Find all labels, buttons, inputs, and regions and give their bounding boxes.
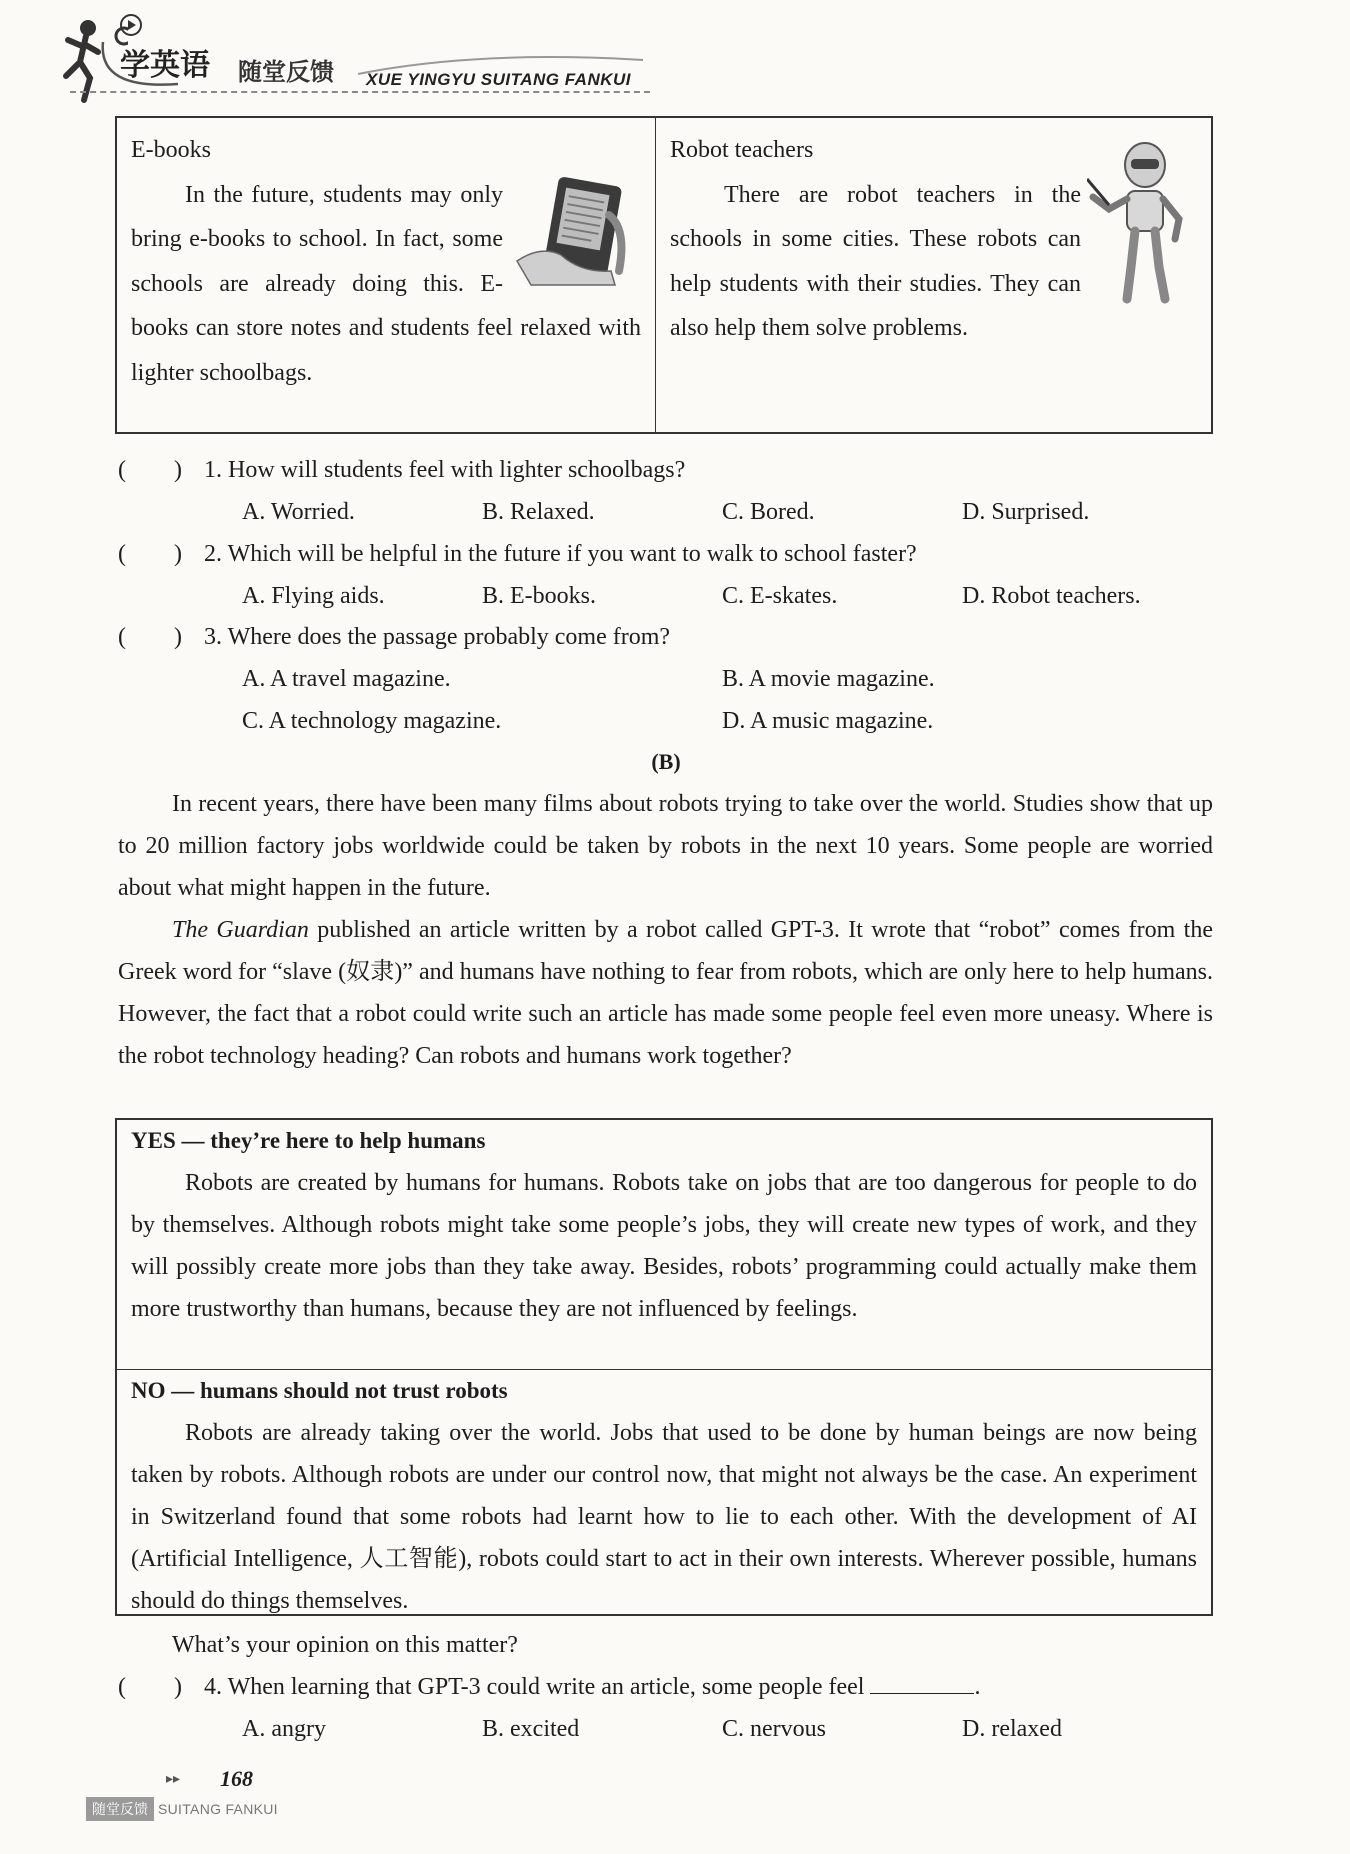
no-section <box>117 1370 1211 1622</box>
q2-option-d: D. Robot teachers. <box>962 583 1141 609</box>
question-4-text: 4. When learning that GPT-3 could write an article, some people feel <box>204 1674 865 1700</box>
brand-subtitle-cn: 随堂反馈 <box>238 58 334 86</box>
answer-blank-1[interactable]: ( ) <box>118 457 182 483</box>
debate-table <box>115 1118 1213 1616</box>
question-4-end: . <box>974 1674 981 1700</box>
ebooks-title: E-books <box>131 137 211 163</box>
question-2-text: 2. Which will be helpful in the future if you want to walk to school faster? <box>204 541 917 567</box>
q2-option-a: A. Flying aids. <box>242 583 385 609</box>
q1-option-b: B. Relaxed. <box>482 499 595 525</box>
ebook-reader-image <box>511 175 641 287</box>
page-number: 168 <box>220 1766 253 1791</box>
intro-table <box>115 116 1213 434</box>
robot-teachers-title: Robot teachers <box>670 137 814 163</box>
q1-option-c: C. Bored. <box>722 499 815 525</box>
section-b-paragraph-2 <box>118 909 1213 1077</box>
question-3-text: 3. Where does the passage probably come from? <box>204 624 671 650</box>
q3-option-d: D. A music magazine. <box>722 708 934 734</box>
section-b-paragraph-2-text: published an article written by a robot called GPT-3. It wrote that “robot” comes from the Greek word for “slave (奴隶)” and humans have nothing to fear from robots, which are only here to help humans. However, the fact that a robot could write such an article has made some people feel even more uneasy. Where is the robot technology heading? Can robots and humans work together? <box>118 917 1213 1069</box>
brand-title-cn: 学英语 <box>120 48 210 83</box>
q1-option-a: A. Worried. <box>242 499 355 525</box>
q3-option-c: C. A technology magazine. <box>242 708 502 734</box>
q1-option-d: D. Surprised. <box>962 499 1090 525</box>
question-2 <box>118 533 917 575</box>
q2-option-c: C. E-skates. <box>722 583 838 609</box>
footer-arrows-icon: ▸▸ <box>166 1771 181 1787</box>
no-body: Robots are already taking over the world. Jobs that used to be done by human beings are now being taken by robots. Although robots are under our control now, that might not always be the case. An experiment in Switzerland found that some robots had learnt how to lie to each other. With the development of AI (Artificial Intelligence, 人工智能), robots could start to act in their own interests. Wherever possible, humans should do things themselves. <box>131 1420 1197 1614</box>
brand-title-en: XUE YINGYU SUITANG FANKUI <box>366 70 632 89</box>
question-1 <box>118 449 685 491</box>
yes-section <box>117 1120 1211 1370</box>
page-header <box>58 12 648 102</box>
q4-option-c: C. nervous <box>722 1716 826 1742</box>
ebooks-cell <box>117 118 656 432</box>
section-b-label: (B) <box>651 749 681 774</box>
q4-option-d: D. relaxed <box>962 1716 1062 1742</box>
answer-blank-3[interactable]: ( ) <box>118 624 182 650</box>
q4-option-a: A. angry <box>242 1716 326 1742</box>
answer-blank-4[interactable]: ( ) <box>118 1674 182 1700</box>
section-b-paragraph-1: In recent years, there have been many films about robots trying to take over the world. Studies show that up to 20 million factory jobs worldwide could be taken by robots in the next 10 years. Some people are worried about what might happen in the future. <box>118 791 1213 901</box>
no-heading: NO — humans should not trust robots <box>131 1378 508 1403</box>
robot-teacher-image <box>1087 139 1197 307</box>
q2-option-b: B. E-books. <box>482 583 596 609</box>
yes-body: Robots are created by humans for humans. Robots take on jobs that are too dangerous for people to do by themselves. Although robots might take some people’s jobs, they will create new types of work, and they will possibly create more jobs than they take away. Besides, robots’ programming could actually make them more trustworthy than humans, because they are not influenced by feelings. <box>131 1170 1197 1322</box>
robot-teachers-cell <box>656 118 1211 432</box>
footer-tag-en: SUITANG FANKUI <box>158 1801 278 1817</box>
opinion-line: What’s your opinion on this matter? <box>172 1632 518 1658</box>
question-1-text: 1. How will students feel with lighter schoolbags? <box>204 457 686 483</box>
fill-in-blank[interactable] <box>870 1671 974 1694</box>
q4-option-b: B. excited <box>482 1716 580 1742</box>
footer-tag-cn: 随堂反馈 <box>86 1797 154 1821</box>
q3-option-a: A. A travel magazine. <box>242 666 451 692</box>
header-divider <box>70 91 650 93</box>
guardian-title: The Guardian <box>172 917 309 943</box>
question-4 <box>118 1666 980 1708</box>
footer-tag <box>86 1797 278 1821</box>
question-3 <box>118 616 670 658</box>
q3-option-b: B. A movie magazine. <box>722 666 935 692</box>
ebooks-body: In the future, students may only bring e-books to school. In fact, some schools are already doing this. E-books can store notes and students feel relaxed with lighter schoolbags. <box>131 181 641 386</box>
yes-heading: YES — they’re here to help humans <box>131 1128 486 1153</box>
answer-blank-2[interactable]: ( ) <box>118 541 182 567</box>
robot-teachers-body: There are robot teachers in the schools in some cities. These robots can help students with their studies. They can also help them solve problems. <box>670 181 1081 341</box>
